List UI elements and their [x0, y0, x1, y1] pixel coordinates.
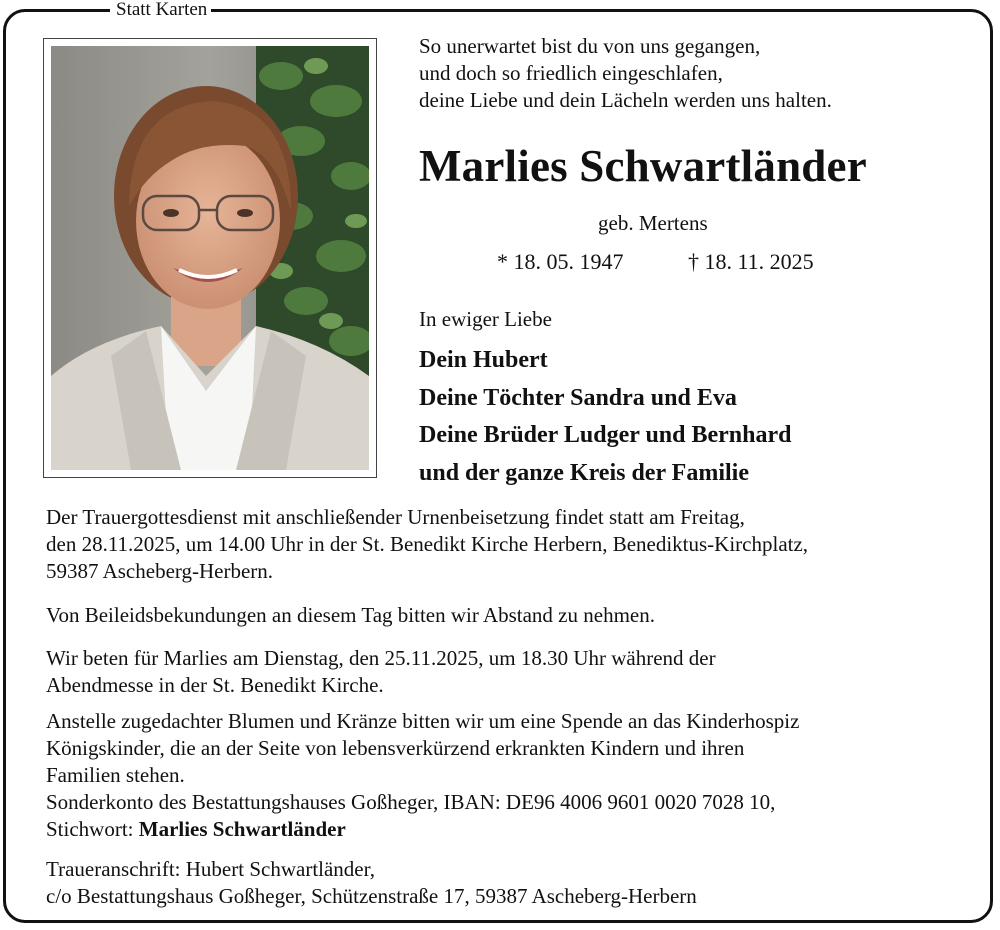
keyword-line — [46, 816, 799, 843]
text-line: c/o Bestattungshaus Goßheger, Schützenstraße 17, 59387 Ascheberg-Herbern — [46, 884, 697, 908]
portrait-frame — [43, 38, 377, 478]
deceased-name: Marlies Schwartländer — [419, 141, 867, 191]
text-line: Der Trauergottesdienst mit anschließender Urnenbeisetzung findet statt am Freitag, — [46, 505, 745, 529]
mourner-line: Deine Töchter Sandra und Eva — [419, 384, 737, 411]
mourner-line: Dein Hubert — [419, 347, 548, 373]
mourners-intro: In ewiger Liebe — [419, 307, 552, 331]
mourner-line: und der ganze Kreis der Familie — [419, 459, 749, 486]
service-paragraph — [46, 504, 808, 585]
text-line: Wir beten für Marlies am Dienstag, den 25.11.2025, um 18.30 Uhr während der — [46, 646, 716, 670]
birth-date: * 18. 05. 1947 — [497, 249, 624, 274]
text-line: Von Beileidsbekundungen an diesem Tag bitten wir Abstand zu nehmen. — [46, 603, 655, 627]
text-line: 59387 Ascheberg-Herbern. — [46, 559, 274, 583]
text-line: Familien stehen. — [46, 763, 185, 787]
text-line: Königskinder, die an der Seite von lebensverkürzend erkrankten Kindern und ihren — [46, 736, 745, 760]
text-line: Abendmesse in der St. Benedikt Kirche. — [46, 673, 384, 697]
poem-line: So unerwartet bist du von uns gegangen, — [419, 34, 761, 58]
poem-line: deine Liebe und dein Lächeln werden uns halten. — [419, 88, 832, 112]
death-date: † 18. 11. 2025 — [688, 249, 814, 274]
mourner-line: Deine Brüder Ludger und Bernhard — [419, 422, 792, 448]
text-line: Sonderkonto des Bestattungshauses Goßheger, IBAN: DE96 4006 9601 0020 7028 10, — [46, 790, 776, 814]
address-paragraph — [46, 856, 697, 910]
text-line: Anstelle zugedachter Blumen und Kränze bitten wir um eine Spende an das Kinderhospiz — [46, 709, 800, 733]
portrait-photo — [51, 46, 369, 470]
keyword-value: Marlies Schwartländer — [138, 817, 346, 841]
poem — [419, 33, 832, 114]
born-name: geb. Mertens — [598, 211, 708, 235]
keyword-label: Stichwort: — [46, 817, 134, 841]
statt-karten-label: Statt Karten — [112, 0, 211, 23]
prayer-paragraph — [46, 645, 716, 699]
poem-line: und doch so friedlich eingeschlafen, — [419, 61, 723, 85]
text-line: den 28.11.2025, um 14.00 Uhr in der St. Benedikt Kirche Herbern, Benediktus-Kirchplatz, — [46, 532, 809, 556]
donation-paragraph — [46, 708, 799, 843]
condolences-paragraph — [46, 602, 655, 629]
mourners-list — [419, 342, 792, 492]
text-line: Traueranschrift: Hubert Schwartländer, — [46, 857, 376, 881]
